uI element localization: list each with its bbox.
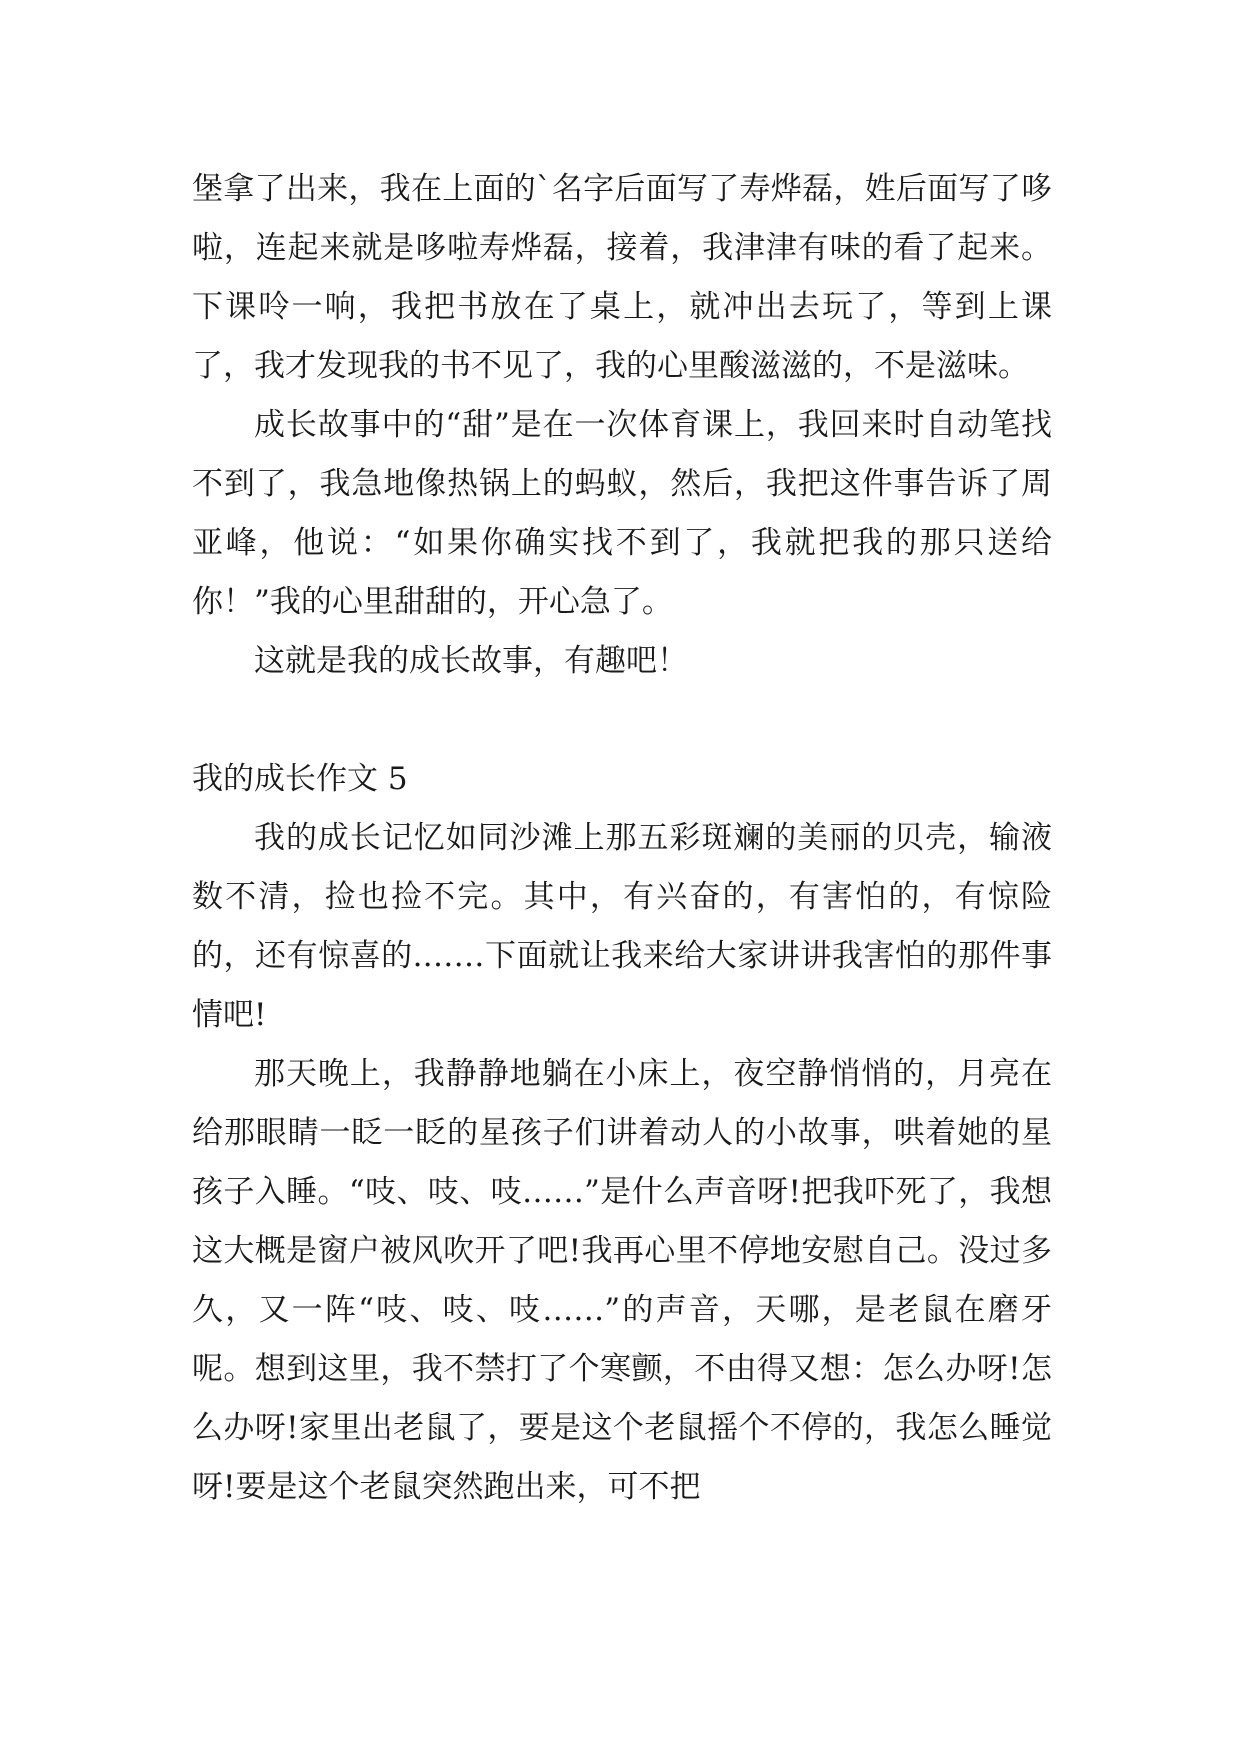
paragraph-continued: 堡拿了出来，我在上面的`名字后面写了寿烨磊，姓后面写了哆啦，连起来就是哆啦寿烨磊，接着，我津津有味的看了起来。下课呤一响，我把书放在了桌上，就冲出去玩了，等到上课了，我才发现我的书不见了，我的心里酸滋滋的，不是滋味。 (192, 171, 1052, 384)
paragraph-sweet-story: 成长故事中的“甜”是在一次体育课上，我回来时自动笔找不到了，我急地像热锅上的蚂蚁，然后，我把这件事告诉了周亚峰，他说：“如果你确实找不到了，我就把我的那只送给你！”我的心里甜甜的，开心急了。 (192, 407, 1052, 620)
section-title: 我的成长作文 5 (192, 761, 408, 797)
paragraph-conclusion: 这就是我的成长故事，有趣吧！ (254, 643, 688, 679)
paragraph-intro: 我的成长记忆如同沙滩上那五彩斑斓的美丽的贝壳，输液数不清，捡也捡不完。其中，有兴奋的，有害怕的，有惊险的，还有惊喜的.……下面就让我来给大家讲讲我害怕的那件事情吧! (192, 820, 1052, 1033)
document-page (192, 160, 1052, 1517)
paragraph-night-story: 那天晚上，我静静地躺在小床上，夜空静悄悄的，月亮在给那眼睛一眨一眨的星孩子们讲着动人的小故事，哄着她的星孩子入睡。“吱、吱、吱……”是什么声音呀!把我吓死了，我想这大概是窗户被风吹开了吧!我再心里不停地安慰自己。没过多久，又一阵“吱、吱、吱……”的声音，天哪，是老鼠在磨牙呢。想到这里，我不禁打了个寒颤，不由得又想：怎么办呀!怎么办呀!家里出老鼠了，要是这个老鼠摇个不停的，我怎么睡觉呀!要是这个老鼠突然跑出来，可不把 (192, 1056, 1052, 1505)
